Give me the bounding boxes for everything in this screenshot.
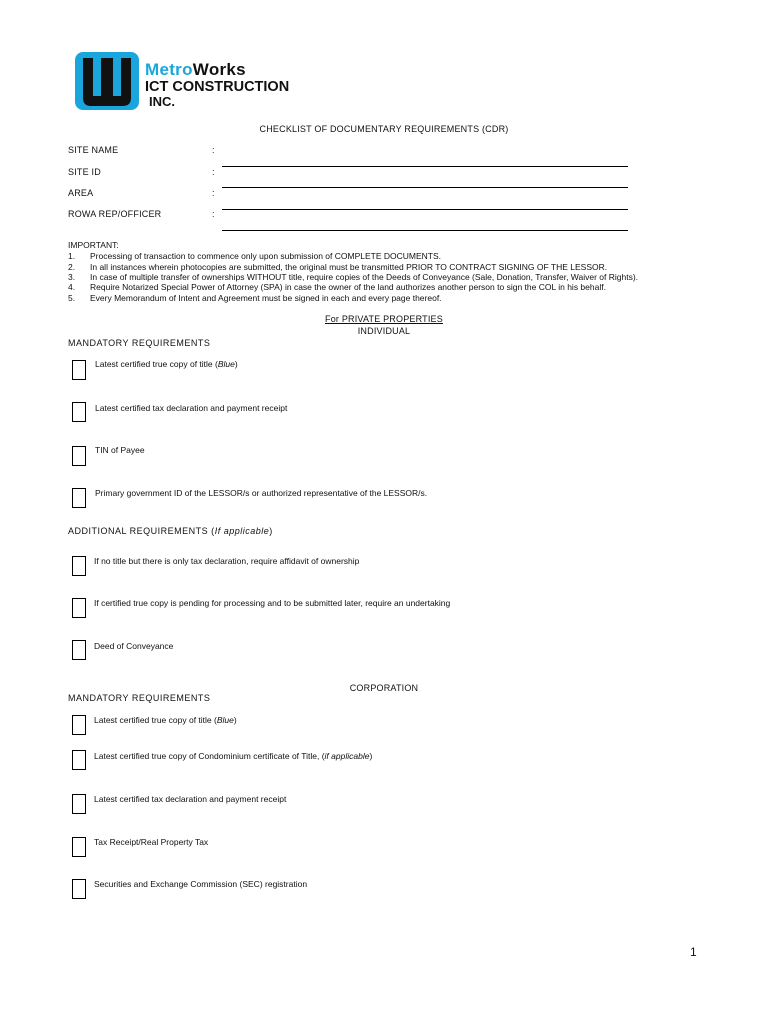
requirement-item: Deed of Conveyance	[94, 641, 174, 651]
company-logo	[75, 52, 295, 114]
additional-heading-italic: If applicable	[214, 526, 270, 536]
private-properties-heading	[0, 314, 768, 324]
requirement-italic: if applicable	[324, 751, 370, 761]
requirement-item	[94, 715, 237, 725]
logo-brand-metro: Metro	[145, 60, 193, 79]
requirement-item: Primary government ID of the LESSOR/s or authorized representative of the LESSOR/s.	[95, 488, 428, 498]
checkbox[interactable]	[72, 837, 86, 857]
checkbox[interactable]	[72, 556, 86, 576]
important-item: Processing of transaction to commence only upon submission of COMPLETE DOCUMENTS.	[90, 251, 441, 261]
requirement-item: If certified true copy is pending for processing and to be submitted later, require an undertaking	[94, 598, 451, 608]
area-line[interactable]	[222, 209, 628, 210]
field-label-area: AREA	[68, 188, 94, 198]
additional-heading-text: ADDITIONAL REQUIREMENTS (	[68, 526, 215, 536]
checkbox[interactable]	[72, 750, 86, 770]
field-label-rowa-rep: ROWA REP/OFFICER	[68, 209, 162, 219]
field-label-site-name: SITE NAME	[68, 145, 119, 155]
important-heading: IMPORTANT:	[68, 240, 119, 250]
field-label-site-id: SITE ID	[68, 167, 101, 177]
site-id-line[interactable]	[222, 187, 628, 188]
requirement-italic: Blue	[217, 359, 235, 369]
requirement-italic: Blue	[216, 715, 234, 725]
requirement-text: Latest certified true copy of Condominium certificate of Title, (	[94, 751, 325, 761]
important-item: Require Notarized Special Power of Attorney (SPA) in case the owner of the land authorizes another person to sign the COL in his behalf.	[90, 282, 606, 292]
checkbox[interactable]	[72, 715, 86, 735]
checkbox[interactable]	[72, 360, 86, 380]
additional-requirements-heading	[68, 526, 273, 536]
important-num: 5.	[68, 293, 76, 303]
private-properties-heading-text: For PRIVATE PROPERTIES	[325, 314, 443, 324]
logo-brand-line3: INC.	[149, 94, 175, 109]
important-num: 4.	[68, 282, 76, 292]
additional-heading-tail: )	[269, 526, 273, 536]
logo-brand-works: Works	[192, 60, 246, 79]
important-num: 2.	[68, 262, 76, 272]
document-title: CHECKLIST OF DOCUMENTARY REQUIREMENTS (CDR)	[259, 124, 509, 134]
requirement-item: If no title but there is only tax declaration, require affidavit of ownership	[94, 556, 360, 566]
individual-heading: INDIVIDUAL	[357, 326, 411, 336]
checkbox[interactable]	[72, 879, 86, 899]
requirement-item: Tax Receipt/Real Property Tax	[94, 837, 209, 847]
checkbox[interactable]	[72, 402, 86, 422]
requirement-text: Latest certified true copy of title (	[94, 715, 217, 725]
logo-mark-icon	[75, 52, 139, 110]
rowa-rep-line[interactable]	[222, 230, 628, 231]
requirement-item: Latest certified tax declaration and payment receipt	[94, 794, 287, 804]
requirement-item: Latest certified tax declaration and payment receipt	[95, 403, 288, 413]
requirement-item: TIN of Payee	[95, 445, 145, 455]
important-item: Every Memorandum of Intent and Agreement must be signed in each and every page thereof.	[90, 293, 442, 303]
requirement-item: Securities and Exchange Commission (SEC) registration	[94, 879, 308, 889]
requirement-item	[95, 359, 238, 369]
site-name-line[interactable]	[222, 166, 628, 167]
checkbox[interactable]	[72, 446, 86, 466]
important-item: In all instances wherein photocopies are submitted, the original must be transmitted PRIOR TO CONTRACT SIGNING OF THE LESSOR.	[90, 262, 608, 272]
checkbox[interactable]	[72, 794, 86, 814]
important-item: In case of multiple transfer of ownerships WITHOUT title, require copies of the Deeds of Conveyance (Sale, Donation, Transfer, Waiver of Rights).	[90, 272, 639, 282]
logo-brand-line1	[145, 60, 246, 80]
logo-brand-line2: ICT CONSTRUCTION	[145, 79, 290, 95]
important-num: 3.	[68, 272, 76, 282]
checkbox[interactable]	[72, 488, 86, 508]
field-colon: :	[212, 145, 215, 155]
important-num: 1.	[68, 251, 76, 261]
checkbox[interactable]	[72, 598, 86, 618]
requirement-tail: )	[234, 359, 238, 369]
corporation-heading: CORPORATION	[349, 683, 419, 693]
mandatory-requirements-heading: MANDATORY REQUIREMENTS	[68, 338, 211, 348]
checkbox[interactable]	[72, 640, 86, 660]
page-number: 1	[690, 945, 697, 959]
requirement-tail: )	[233, 715, 237, 725]
requirement-text: Latest certified true copy of title (	[95, 359, 218, 369]
requirement-item	[94, 751, 372, 761]
requirement-tail: )	[369, 751, 373, 761]
field-colon: :	[212, 209, 215, 219]
field-colon: :	[212, 167, 215, 177]
field-colon: :	[212, 188, 215, 198]
mandatory-requirements-heading: MANDATORY REQUIREMENTS	[68, 693, 211, 703]
